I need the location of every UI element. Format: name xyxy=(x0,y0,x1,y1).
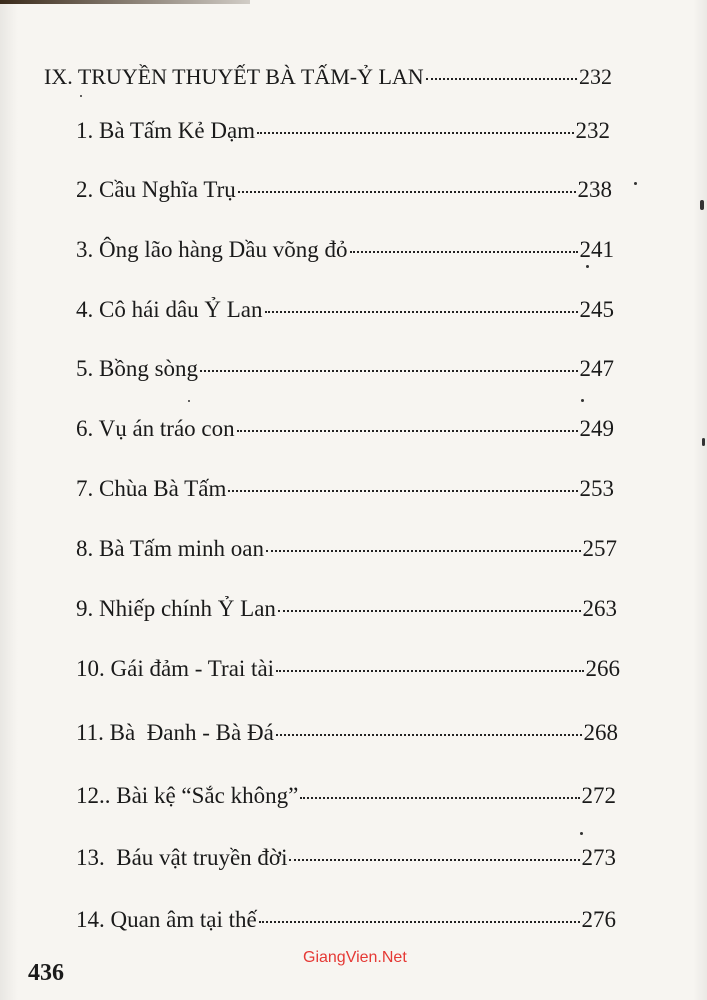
dot-leader xyxy=(265,311,578,313)
print-speck xyxy=(586,265,589,268)
page-edge-shadow xyxy=(0,0,250,4)
dot-leader xyxy=(278,610,581,612)
entry-title: 4. Cô hái dâu Ỷ Lan xyxy=(76,297,263,322)
print-speck xyxy=(634,182,637,185)
dot-leader xyxy=(200,370,577,372)
dot-leader xyxy=(266,550,580,552)
entry-page-number: 263 xyxy=(582,596,617,621)
entry-page-number: 266 xyxy=(585,656,620,681)
entry-title: 2. Cầu Nghĩa Trụ xyxy=(76,177,236,202)
toc-entry xyxy=(76,414,614,444)
print-speck xyxy=(580,832,583,835)
chapter-page-number: 232 xyxy=(579,64,612,89)
entry-page-number: 247 xyxy=(579,356,614,381)
toc-entry xyxy=(76,175,612,205)
print-speck xyxy=(581,399,584,402)
dot-leader xyxy=(426,78,577,80)
entry-page-number: 249 xyxy=(579,416,614,441)
toc-entry xyxy=(76,534,617,564)
print-speck xyxy=(188,400,190,402)
entry-title: 1. Bà Tấm Kẻ Dạm xyxy=(76,118,256,143)
toc-entry xyxy=(76,295,614,325)
toc-entry xyxy=(76,235,614,265)
dot-leader xyxy=(257,132,573,134)
toc-entry xyxy=(76,116,610,146)
entry-page-number: 253 xyxy=(579,476,614,501)
entry-title: 12.. Bài kệ “Sắc không” xyxy=(76,783,299,808)
watermark-text: GiangVien.Net xyxy=(303,949,407,966)
entry-page-number: 276 xyxy=(581,907,616,932)
entry-title: 14. Quan âm tại thế xyxy=(76,907,257,932)
entry-title: 10. Gái đảm - Trai tài xyxy=(76,656,275,681)
dot-leader xyxy=(228,490,577,492)
dot-leader xyxy=(289,859,579,861)
entry-title: 3. Ông lão hàng Dầu võng đỏ xyxy=(76,237,348,262)
toc-entry xyxy=(76,474,614,504)
toc-entry xyxy=(76,781,616,811)
toc-entry xyxy=(76,718,618,748)
entry-title: 7. Chùa Bà Tấm xyxy=(76,476,227,501)
entry-page-number: 232 xyxy=(575,118,610,143)
toc-entry xyxy=(76,354,614,384)
print-speck xyxy=(80,95,82,97)
print-speck xyxy=(700,200,704,210)
entry-page-number: 257 xyxy=(582,536,617,561)
entry-page-number: 241 xyxy=(579,237,614,262)
entry-title: 5. Bồng sòng xyxy=(76,356,199,381)
toc-entry xyxy=(76,654,620,684)
dot-leader xyxy=(238,191,576,193)
entry-page-number: 272 xyxy=(581,783,616,808)
entry-page-number: 268 xyxy=(583,720,618,745)
dot-leader xyxy=(237,430,578,432)
print-speck xyxy=(702,438,705,446)
dot-leader xyxy=(276,670,583,672)
entry-page-number: 245 xyxy=(579,297,614,322)
dot-leader xyxy=(276,734,582,736)
entry-title: 8. Bà Tấm minh oan xyxy=(76,536,265,561)
entry-title: 9. Nhiếp chính Ỷ Lan xyxy=(76,596,276,621)
toc-entry xyxy=(76,594,617,624)
footer-page-number: 436 xyxy=(28,960,64,986)
dot-leader xyxy=(300,797,579,799)
toc-entry xyxy=(76,843,616,873)
entry-title: 6. Vụ án tráo con xyxy=(76,416,235,441)
dot-leader xyxy=(259,921,580,923)
dot-leader xyxy=(350,251,578,253)
entry-page-number: 238 xyxy=(577,177,612,202)
toc-chapter-heading xyxy=(44,62,612,92)
toc-entry xyxy=(76,905,616,935)
entry-title: 11. Bà Đanh - Bà Đá xyxy=(76,720,274,745)
chapter-title: IX. TRUYỀN THUYẾT BÀ TẤM-Ỷ LAN xyxy=(44,64,424,89)
entry-page-number: 273 xyxy=(581,845,616,870)
entry-title: 13. Báu vật truyền đời xyxy=(76,845,288,870)
